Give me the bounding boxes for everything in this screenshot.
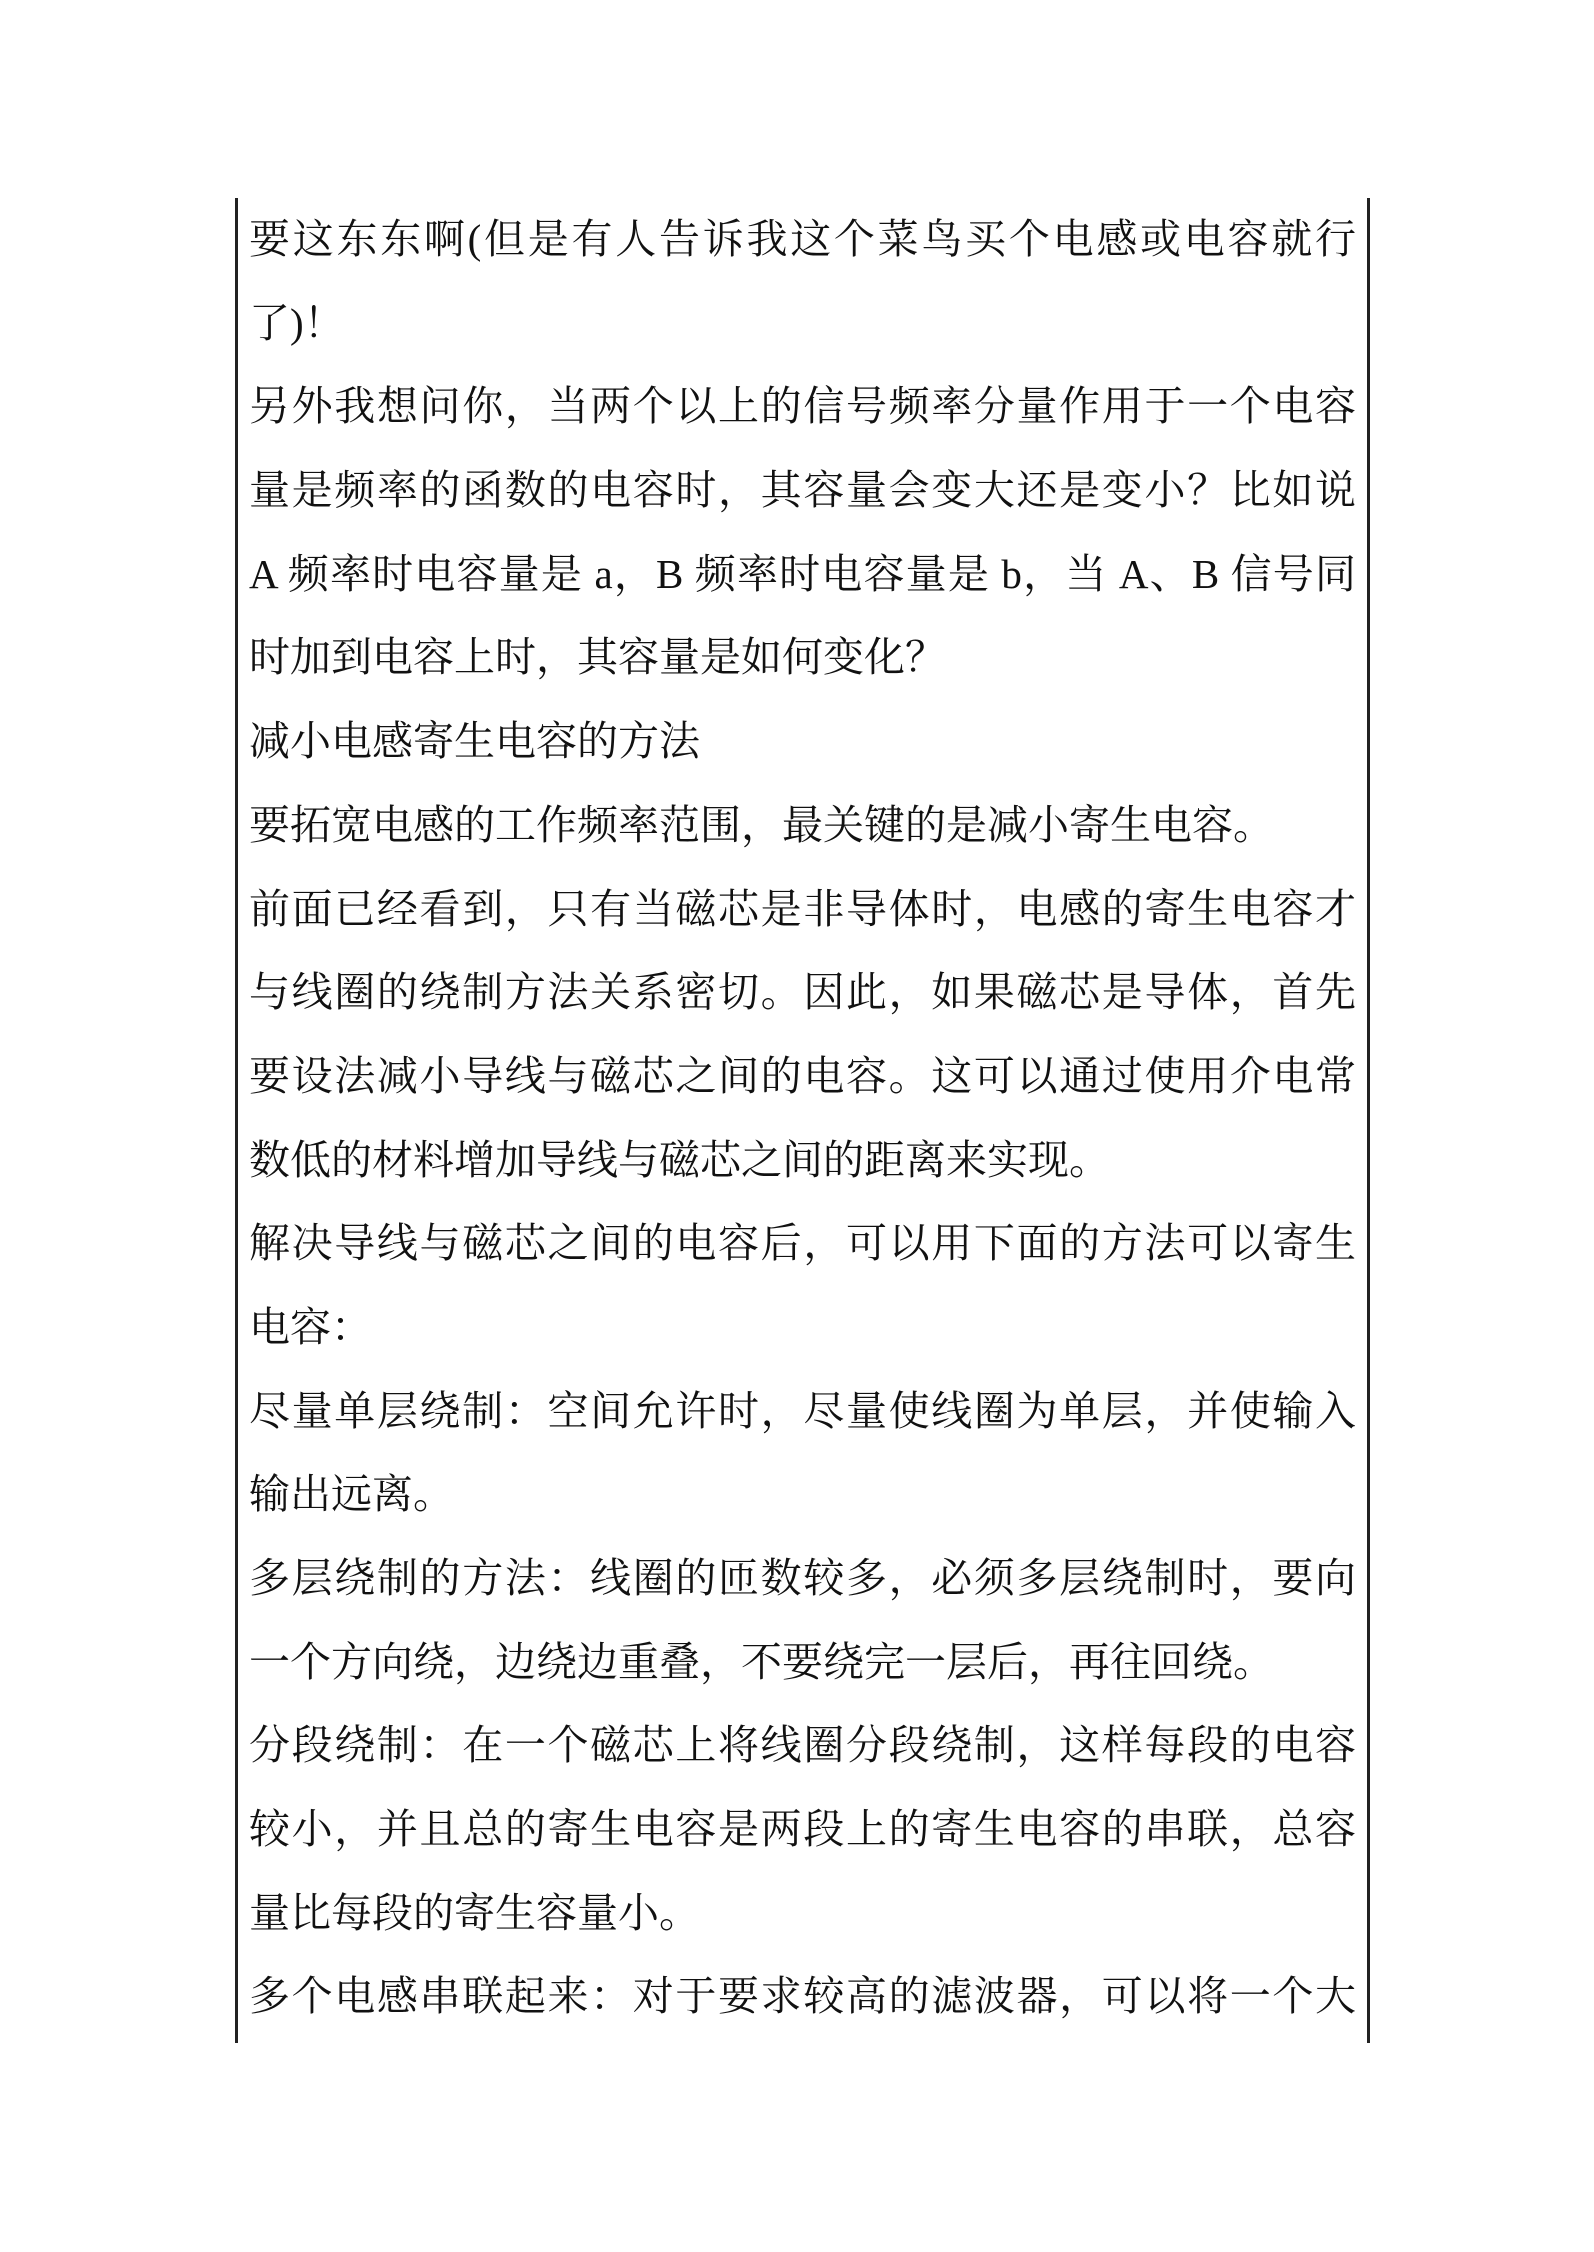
paragraph <box>249 1704 1356 1955</box>
text-line: 要设法减小导线与磁芯之间的电容。这可以通过使用介电常 <box>249 1052 1356 1099</box>
paragraph <box>249 1370 1356 1537</box>
text-line: 要拓宽电感的工作频率范围，最关键的是减小寄生电容。 <box>249 801 1274 848</box>
text-line: 分段绕制：在一个磁芯上将线圈分段绕制，这样每段的电容 <box>249 1722 1356 1769</box>
paragraph <box>249 1537 1356 1704</box>
text-line: 数低的材料增加导线与磁芯之间的距离来实现。 <box>249 1136 1110 1183</box>
table-cell <box>235 198 1370 2043</box>
text-line: 电容： <box>249 1303 372 1350</box>
paragraph <box>249 198 1356 365</box>
text-line: 与线圈的绕制方法关系密切。因此，如果磁芯是导体，首先 <box>249 969 1356 1016</box>
text-line: A 频率时电容量是 a，B 频率时电容量是 b，当 A、B 信号同 <box>249 550 1356 597</box>
text-line: 尽量单层绕制：空间允许时，尽量使线圈为单层，并使输入 <box>249 1387 1356 1434</box>
text-line: 时加到电容上时，其容量是如何变化？ <box>249 634 946 681</box>
text-line: 一个方向绕，边绕边重叠，不要绕完一层后，再往回绕。 <box>249 1638 1274 1685</box>
paragraph <box>249 365 1356 700</box>
text-line: 减小电感寄生电容的方法 <box>249 718 700 765</box>
paragraph <box>249 868 1356 1203</box>
text-line: 输出远离。 <box>249 1471 454 1518</box>
text-line: 量比每段的寄生容量小。 <box>249 1889 700 1936</box>
paragraph <box>249 1955 1356 2039</box>
text-line: 较小，并且总的寄生电容是两段上的寄生电容的串联，总容 <box>249 1806 1356 1853</box>
paragraph <box>249 784 1356 868</box>
text-line: 另外我想问你，当两个以上的信号频率分量作用于一个电容 <box>249 383 1356 430</box>
text-line: 前面已经看到，只有当磁芯是非导体时，电感的寄生电容才 <box>249 885 1356 932</box>
text-line: 量是频率的函数的电容时，其容量会变大还是变小？比如说 <box>249 467 1356 514</box>
paragraph <box>249 1202 1356 1369</box>
section-heading <box>249 700 1356 784</box>
text-line: 多个电感串联起来：对于要求较高的滤波器，可以将一个大 <box>249 1973 1356 2020</box>
text-line: 了)！ <box>249 299 345 346</box>
text-line: 多层绕制的方法：线圈的匝数较多，必须多层绕制时，要向 <box>249 1555 1356 1601</box>
text-line: 要这东东啊(但是有人告诉我这个菜鸟买个电感或电容就行 <box>249 216 1356 262</box>
text-line: 解决导线与磁芯之间的电容后，可以用下面的方法可以寄生 <box>249 1220 1356 1267</box>
